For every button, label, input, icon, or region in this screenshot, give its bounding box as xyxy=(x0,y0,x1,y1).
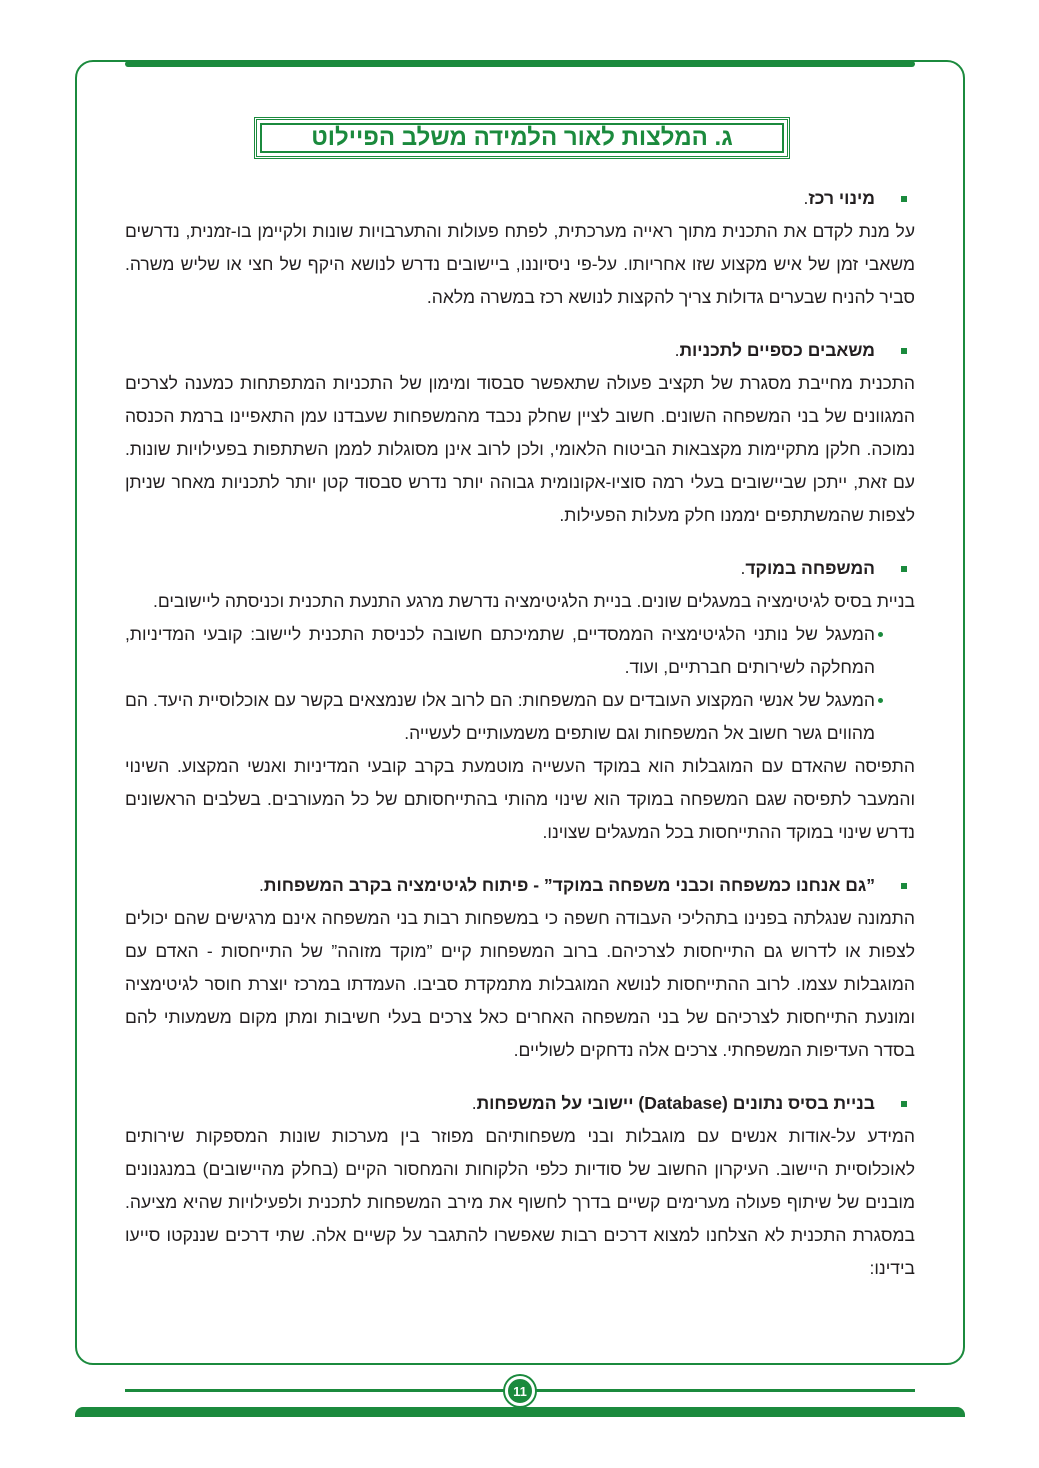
page-number-badge: 11 xyxy=(505,1376,535,1406)
section-paragraph: התמונה שנגלתה בפנינו בתהליכי העבודה חשפה כי במשפחות רבות בני המשפחה אינם מרגישים שהם יכולים לצפות או לדרוש גם התייחסות לצרכיהם. ברוב המשפחות קיים ”מוקד מזוהה” של התייחסות - האדם עם המוגבלות עצמו. לרוב ההתייחסות לנושא המוגבלות מתמקדת סביבו. העמדתו במרכז יוצרת חוסר לגיטימציה ומונעת התייחסות לצרכיהם של בני המשפחה האחרים כאל צרכים בעלי חשיבות ומתן מקום משמעותי להם בסדר העדיפות המשפחתי. צרכים אלה נדחקים לשוליים. xyxy=(125,908,915,1060)
top-decorative-bar xyxy=(125,61,915,67)
title-box xyxy=(254,117,790,159)
section-financial-resources xyxy=(125,334,915,532)
section-paragraph: בניית בסיס לגיטימציה במעגלים שונים. בניית הלגיטימציה נדרשת מרגע התנעת התכנית וכניסתה ליישובים. xyxy=(152,591,915,611)
list-item: המעגל של אנשי המקצוע העובדים עם המשפחות: הם לרוב אלו שנמצאים בקשר עם אוכלוסיית היעד. הם מהווים גשר חשוב אל המשפחות וגם שותפים משמעותיים לעשייה. xyxy=(125,684,915,750)
section-closing-paragraph: התפיסה שהאדם עם המוגבלות הוא במוקד העשייה מוטמעת בקרב קובעי המדיניות ואנשי המקצוע. השינוי והמעבר לתפיסה שגם המשפחה במוקד הוא שינוי מהותי בהתייחסותם של כל המעורבים. בשלבים הראשונים נדרש שינוי במוקד ההתייחסות בכל המעגלים שצוינו. xyxy=(125,756,915,842)
circles-list xyxy=(125,618,915,750)
section-heading: ”גם אנחנו כמשפחה וכבני משפחה במוקד” - פיתוח לגיטימציה בקרב המשפחות. xyxy=(125,869,915,902)
section-paragraph: התכנית מחייבת מסגרת של תקציב פעולה שתאפשר סבסוד ומימון של התכניות המתפתחות כמענה לצרכים המגוונים של בני המשפחה השונים. חשוב לציין שחלק נכבד מהמשפחות שעבדנו עמן התאפיינו ברמת הכנסה נמוכה. חלקן מתקיימות מקצבאות הביטוח הלאומי, ולכן לרוב אינן מסוגלות לממן השתתפות בפעילויות שונות. עם זאת, ייתכן שביישובים בעלי רמה סוציו-אקונומית גבוהה יותר נדרש סבסוד קטן יותר לתכניות מאחר שניתן לצפות שהמשתתפים יממנו חלק מעלות הפעילות. xyxy=(125,373,915,525)
page-title: ג. המלצות לאור הלמידה משלב הפיילוט xyxy=(311,124,733,151)
section-heading: מינוי רכז. xyxy=(125,182,915,215)
section-coordinator xyxy=(125,182,915,314)
bullet-dot-icon xyxy=(878,698,883,703)
list-item: המעגל של נותני הלגיטימציה הממסדיים, שתמיכתם חשובה לכניסת התכנית ליישוב: קובעי המדיניות, המחלקה לשירותים חברתיים, ועוד. xyxy=(125,618,915,684)
section-family-legitimacy xyxy=(125,869,915,1067)
section-heading: בניית בסיס נתונים (Database) יישובי על המשפחות. xyxy=(125,1087,915,1120)
footer-band xyxy=(75,1407,965,1417)
bullet-dot-icon xyxy=(878,632,883,637)
section-heading: משאבים כספיים לתכניות. xyxy=(125,334,915,367)
section-paragraph: המידע על-אודות אנשים עם מוגבלות ובני משפחותיהם מפוזר בין מערכות שונות המספקות שירותים לאוכלוסיית היישוב. העיקרון החשוב של סודיות כלפי הלקוחות והמחסור הקיים (בחלק מהיישובים) במנגנונים מובנים של שיתוף פעולה מערימים קשיים בדרך לחשוף את מירב המשפחות לתכנית ולפעילויות שהיא מציעה. במסגרת התכנית לא הצלחנו למצוא דרכים רבות שאפשרו להתגבר על קשיים אלה. שתי דרכים שננקטו סייעו בידינו: xyxy=(125,1126,915,1278)
section-paragraph: על מנת לקדם את התכנית מתוך ראייה מערכתית, לפתח פעולות והתערבויות שונות ולקיימן בו-זמנית, נדרשים משאבי זמן של איש מקצוע שזו אחריותו. על-פי ניסיוננו, ביישובים נדרש לנושא היקף של חצי או שליש משרה. סביר להניח שבערים גדולות צריך להקצות לנושא רכז במשרה מלאה. xyxy=(125,221,915,307)
section-family-focus xyxy=(125,552,915,849)
main-content xyxy=(125,182,915,1305)
section-heading: המשפחה במוקד. xyxy=(125,552,915,585)
section-database xyxy=(125,1087,915,1285)
